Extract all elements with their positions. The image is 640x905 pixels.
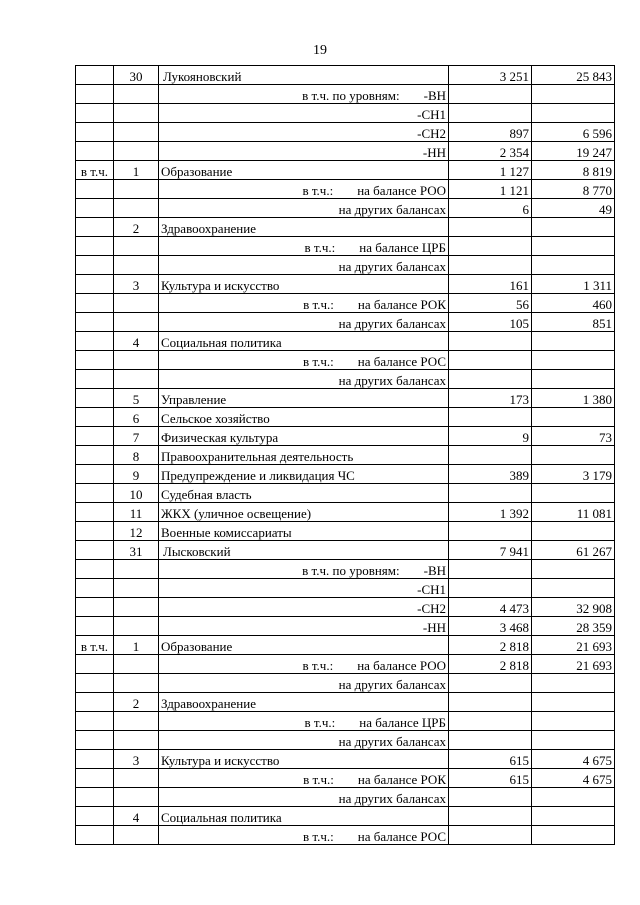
value-col-2 [532,370,615,389]
row-prefix [76,484,114,503]
row-number [114,199,159,218]
value-col-1 [449,332,532,351]
district-row [76,541,615,560]
balance-label [159,199,449,218]
balance-row [76,237,615,256]
row-prefix [76,731,114,750]
row-prefix [76,294,114,313]
label-lead: в т.ч.: [302,183,334,198]
row-prefix [76,769,114,788]
value-col-1: 9 [449,427,532,446]
value-col-1: 1 127 [449,161,532,180]
balance-row [76,674,615,693]
value-col-1: 615 [449,750,532,769]
label-tail: на других балансах [338,202,446,217]
value-col-1 [449,560,532,579]
value-col-2: 1 380 [532,389,615,408]
row-prefix [76,712,114,731]
row-number: 2 [114,218,159,237]
label-tail: на балансе РОК [357,297,446,312]
row-prefix [76,693,114,712]
row-prefix [76,598,114,617]
label-tail: -НН [422,145,446,160]
label-tail: на других балансах [338,791,446,806]
row-number [114,617,159,636]
row-number: 9 [114,465,159,484]
row-prefix [76,750,114,769]
value-col-1 [449,693,532,712]
row-prefix [76,541,114,560]
value-col-1: 1 392 [449,503,532,522]
category-name: Социальная политика [159,807,449,826]
balance-row [76,180,615,199]
category-name: Здравоохранение [159,693,449,712]
value-col-2 [532,408,615,427]
level-label [159,142,449,161]
level-row [76,617,615,636]
level-label [159,104,449,123]
value-col-1 [449,237,532,256]
value-col-1 [449,218,532,237]
row-number [114,560,159,579]
row-prefix [76,826,114,845]
label-tail: -СН1 [417,582,446,597]
row-prefix [76,218,114,237]
balance-row [76,313,615,332]
category-name: Сельское хозяйство [159,408,449,427]
label-lead: в т.ч.: [304,240,336,255]
category-row [76,503,615,522]
value-col-1 [449,579,532,598]
row-prefix [76,522,114,541]
level-row [76,579,615,598]
row-prefix [76,66,114,85]
label-tail: на других балансах [338,734,446,749]
value-col-2: 460 [532,294,615,313]
value-col-1 [449,731,532,750]
row-number: 30 [114,66,159,85]
label-lead: в т.ч.: [303,297,334,312]
row-prefix [76,256,114,275]
row-number [114,655,159,674]
row-number: 12 [114,522,159,541]
value-col-2 [532,712,615,731]
label-lead: в т.ч.: [303,354,334,369]
label-tail: на балансе ЦРБ [359,240,446,255]
balance-label [159,294,449,313]
value-col-1: 7 941 [449,541,532,560]
level-label [159,560,449,579]
balance-row [76,199,615,218]
level-row [76,598,615,617]
balance-label [159,712,449,731]
category-row [76,522,615,541]
row-number: 1 [114,636,159,655]
value-col-1: 6 [449,199,532,218]
value-col-2: 21 693 [532,636,615,655]
value-col-1: 2 818 [449,655,532,674]
value-col-1 [449,104,532,123]
row-prefix [76,655,114,674]
value-col-2 [532,256,615,275]
category-row [76,275,615,294]
value-col-2 [532,351,615,370]
label-tail: -СН2 [417,126,446,141]
row-prefix [76,370,114,389]
row-prefix [76,123,114,142]
balance-row [76,370,615,389]
category-row [76,161,615,180]
label-tail: на других балансах [338,373,446,388]
label-tail: на других балансах [338,259,446,274]
label-lead: в т.ч. по уровням: [302,88,400,103]
value-col-1: 897 [449,123,532,142]
level-label [159,579,449,598]
value-col-2 [532,85,615,104]
category-row [76,807,615,826]
value-col-1: 615 [449,769,532,788]
category-name: Образование [159,161,449,180]
row-number [114,85,159,104]
value-col-1: 3 468 [449,617,532,636]
value-col-1 [449,674,532,693]
value-col-1 [449,408,532,427]
category-row [76,389,615,408]
balance-row [76,731,615,750]
category-name: Образование [159,636,449,655]
row-prefix: в т.ч. [76,161,114,180]
value-col-2: 4 675 [532,769,615,788]
category-row [76,636,615,655]
page-number: 19 [313,43,327,58]
level-row [76,560,615,579]
category-name: Военные комиссариаты [159,522,449,541]
value-col-2: 11 081 [532,503,615,522]
value-col-2 [532,332,615,351]
category-name: Правоохранительная деятельность [159,446,449,465]
balance-label [159,180,449,199]
balance-label [159,731,449,750]
value-col-2 [532,237,615,256]
row-number: 11 [114,503,159,522]
row-number [114,598,159,617]
balance-label [159,826,449,845]
value-col-2: 19 247 [532,142,615,161]
row-prefix [76,313,114,332]
category-name: Культура и искусство [159,275,449,294]
row-number: 2 [114,693,159,712]
district-name: Лысковский [159,541,449,560]
row-prefix [76,332,114,351]
category-row [76,332,615,351]
category-name: Судебная власть [159,484,449,503]
value-col-1: 389 [449,465,532,484]
row-number [114,123,159,142]
value-col-1: 2 818 [449,636,532,655]
category-name: ЖКХ (уличное освещение) [159,503,449,522]
label-tail: на балансе РОК [357,772,446,787]
row-number [114,731,159,750]
row-prefix [76,237,114,256]
value-col-2 [532,731,615,750]
category-row [76,218,615,237]
category-row [76,408,615,427]
row-number [114,104,159,123]
value-col-1: 105 [449,313,532,332]
balance-label [159,256,449,275]
label-lead: в т.ч.: [302,658,334,673]
category-name: Здравоохранение [159,218,449,237]
balance-label [159,351,449,370]
value-col-2 [532,522,615,541]
row-prefix [76,180,114,199]
label-lead: в т.ч.: [304,715,336,730]
value-col-2 [532,446,615,465]
label-tail: -СН2 [417,601,446,616]
value-col-2: 3 179 [532,465,615,484]
value-col-1: 173 [449,389,532,408]
row-prefix [76,674,114,693]
row-number [114,788,159,807]
budget-table [75,65,615,845]
category-name: Культура и искусство [159,750,449,769]
balance-label [159,788,449,807]
level-row [76,142,615,161]
label-tail: на балансе ЦРБ [359,715,446,730]
balance-label [159,655,449,674]
value-col-2: 32 908 [532,598,615,617]
category-row [76,750,615,769]
value-col-2: 25 843 [532,66,615,85]
value-col-2 [532,788,615,807]
row-number: 4 [114,332,159,351]
row-prefix [76,408,114,427]
row-prefix [76,104,114,123]
row-number [114,712,159,731]
row-number [114,237,159,256]
label-tail: -ВН [423,563,446,578]
row-number: 31 [114,541,159,560]
value-col-2 [532,218,615,237]
value-col-2: 6 596 [532,123,615,142]
label-tail: на балансе РОО [357,658,446,673]
value-col-1 [449,370,532,389]
value-col-2 [532,560,615,579]
label-lead: в т.ч. по уровням: [302,563,400,578]
value-col-2: 4 675 [532,750,615,769]
value-col-1 [449,712,532,731]
label-tail: на балансе РОО [357,183,446,198]
value-col-2 [532,104,615,123]
value-col-2: 49 [532,199,615,218]
district-name: Лукояновский [159,66,449,85]
row-number [114,826,159,845]
row-number: 4 [114,807,159,826]
label-lead: в т.ч.: [303,829,334,844]
row-number: 5 [114,389,159,408]
value-col-1: 1 121 [449,180,532,199]
row-number: 8 [114,446,159,465]
value-col-1 [449,788,532,807]
category-name: Управление [159,389,449,408]
row-number [114,351,159,370]
row-number [114,294,159,313]
category-row [76,427,615,446]
district-row [76,66,615,85]
balance-row [76,351,615,370]
category-name: Социальная политика [159,332,449,351]
value-col-1: 3 251 [449,66,532,85]
value-col-2: 851 [532,313,615,332]
balance-label [159,237,449,256]
balance-row [76,788,615,807]
balance-row [76,769,615,788]
level-row [76,104,615,123]
row-prefix [76,465,114,484]
row-prefix [76,389,114,408]
label-tail: на других балансах [338,677,446,692]
level-label [159,85,449,104]
balance-label [159,769,449,788]
category-name: Физическая культура [159,427,449,446]
balance-row [76,712,615,731]
value-col-2: 61 267 [532,541,615,560]
value-col-1 [449,256,532,275]
category-row [76,484,615,503]
value-col-2: 8 770 [532,180,615,199]
value-col-1 [449,522,532,541]
label-tail: на балансе РОС [357,354,446,369]
value-col-2: 28 359 [532,617,615,636]
budget-table-body [76,66,615,845]
value-col-1: 161 [449,275,532,294]
label-tail: -СН1 [417,107,446,122]
row-prefix: в т.ч. [76,636,114,655]
value-col-1: 2 354 [449,142,532,161]
row-number: 3 [114,275,159,294]
value-col-2 [532,674,615,693]
row-prefix [76,351,114,370]
level-row [76,123,615,142]
value-col-2: 1 311 [532,275,615,294]
balance-row [76,655,615,674]
row-number: 10 [114,484,159,503]
label-tail: -НН [422,620,446,635]
category-row [76,465,615,484]
row-number: 3 [114,750,159,769]
level-label [159,123,449,142]
value-col-1: 56 [449,294,532,313]
row-prefix [76,275,114,294]
row-number [114,313,159,332]
value-col-2 [532,693,615,712]
value-col-1 [449,484,532,503]
value-col-1 [449,446,532,465]
row-prefix [76,427,114,446]
balance-row [76,826,615,845]
row-number [114,180,159,199]
row-number: 6 [114,408,159,427]
row-prefix [76,199,114,218]
balance-row [76,256,615,275]
label-tail: -ВН [423,88,446,103]
category-row [76,693,615,712]
value-col-1 [449,85,532,104]
value-col-2: 21 693 [532,655,615,674]
row-prefix [76,503,114,522]
value-col-2 [532,579,615,598]
category-name: Предупреждение и ликвидация ЧС [159,465,449,484]
value-col-2 [532,807,615,826]
row-number [114,142,159,161]
row-prefix [76,788,114,807]
row-prefix [76,85,114,104]
balance-label [159,313,449,332]
row-prefix [76,142,114,161]
row-number: 7 [114,427,159,446]
value-col-2: 73 [532,427,615,446]
row-prefix [76,446,114,465]
level-label [159,598,449,617]
label-tail: на балансе РОС [357,829,446,844]
row-prefix [76,560,114,579]
value-col-2: 8 819 [532,161,615,180]
row-number: 1 [114,161,159,180]
value-col-1 [449,807,532,826]
balance-label [159,674,449,693]
value-col-2 [532,826,615,845]
row-prefix [76,617,114,636]
balance-label [159,370,449,389]
level-row [76,85,615,104]
value-col-1 [449,351,532,370]
label-lead: в т.ч.: [303,772,334,787]
row-number [114,769,159,788]
label-tail: на других балансах [338,316,446,331]
value-col-1 [449,826,532,845]
row-prefix [76,579,114,598]
row-number [114,256,159,275]
balance-row [76,294,615,313]
value-col-2 [532,484,615,503]
row-number [114,370,159,389]
value-col-1: 4 473 [449,598,532,617]
row-number [114,579,159,598]
category-row [76,446,615,465]
level-label [159,617,449,636]
row-prefix [76,807,114,826]
row-number [114,674,159,693]
